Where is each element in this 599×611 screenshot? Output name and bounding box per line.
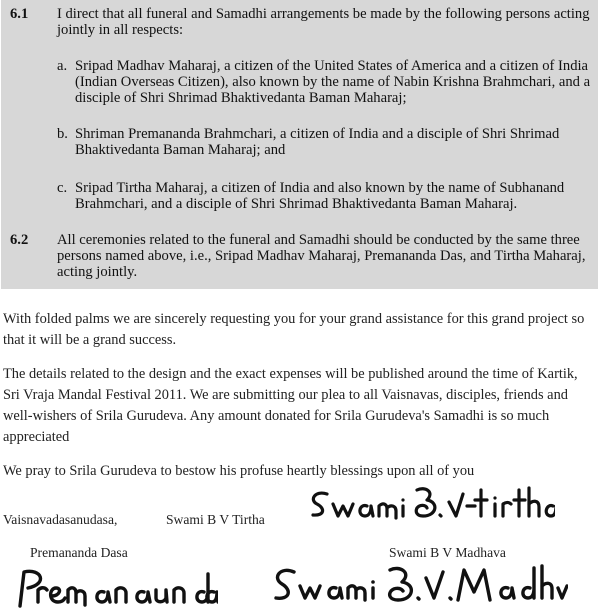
clause-text: I direct that all funeral and Samadhi arrangements be made by the following persons acting jointly in all respects: (57, 6, 590, 38)
item-text: Shriman Premananda Brahmchari, a citizen of India and a disciple of Shri Shrimad Bhaktivedanta Baman Maharaj; and (75, 126, 560, 158)
signatory-name-premananda: Premananda Dasa (30, 545, 128, 560)
closing-salutation: Vaisnavadasanudasa, (3, 512, 118, 527)
item-label: c. (57, 180, 68, 196)
signatory-name-madhava: Swami B V Madhava (389, 545, 506, 560)
letter-paragraph-prayer: We pray to Srila Gurudeva to bestow his profuse heartly blessings upon all of you (3, 463, 475, 479)
letter-paragraph-request: With folded palms we are sincerely requesting you for your grand assistance for this grand project so that it will be a grand success. (3, 311, 585, 348)
item-label: a. (57, 58, 68, 74)
item-text: Sripad Tirtha Maharaj, a citizen of India and also known by the name of Subhanand Brahmchari, and a disciple of Shri Shrimad Bhaktivedanta Baman Maharaj. (75, 180, 565, 212)
signatory-name-tirtha: Swami B V Tirtha (166, 512, 265, 527)
clause-number: 6.2 (10, 232, 29, 248)
item-text: Sripad Madhav Maharaj, a citizen of the United States of America and a citizen of India (Indian Overseas Citizen), also known by the name of Nabin Krishna Brahmchari, and a disciple of Shri Shrimad Bhaktivedanta Baman Maharaj; (75, 58, 591, 106)
clause-text: All ceremonies related to the funeral and Samadhi should be conducted by the same three persons named above, i.e., Sripad Madhav Maharaj, Premananda Das, and Tirtha Maharaj, acting jointly. (57, 232, 586, 280)
signature-madhava (268, 560, 568, 610)
signature-premananda (8, 566, 218, 610)
clause-number: 6.1 (10, 6, 29, 22)
signature-tirtha (305, 482, 555, 526)
letter-paragraph-details: The details related to the design and the exact expenses will be published around the time of Kartik, Sri Vraja Mandal Festival 2011. We are submitting our plea to all Vaisnavas, disciples, friends and well-wishers of Srila Gurudeva. Any amount donated for Srila Gurudeva's Samadhi is so much appreciated (3, 366, 578, 445)
will-excerpt (1, 0, 598, 289)
item-label: b. (57, 126, 68, 142)
